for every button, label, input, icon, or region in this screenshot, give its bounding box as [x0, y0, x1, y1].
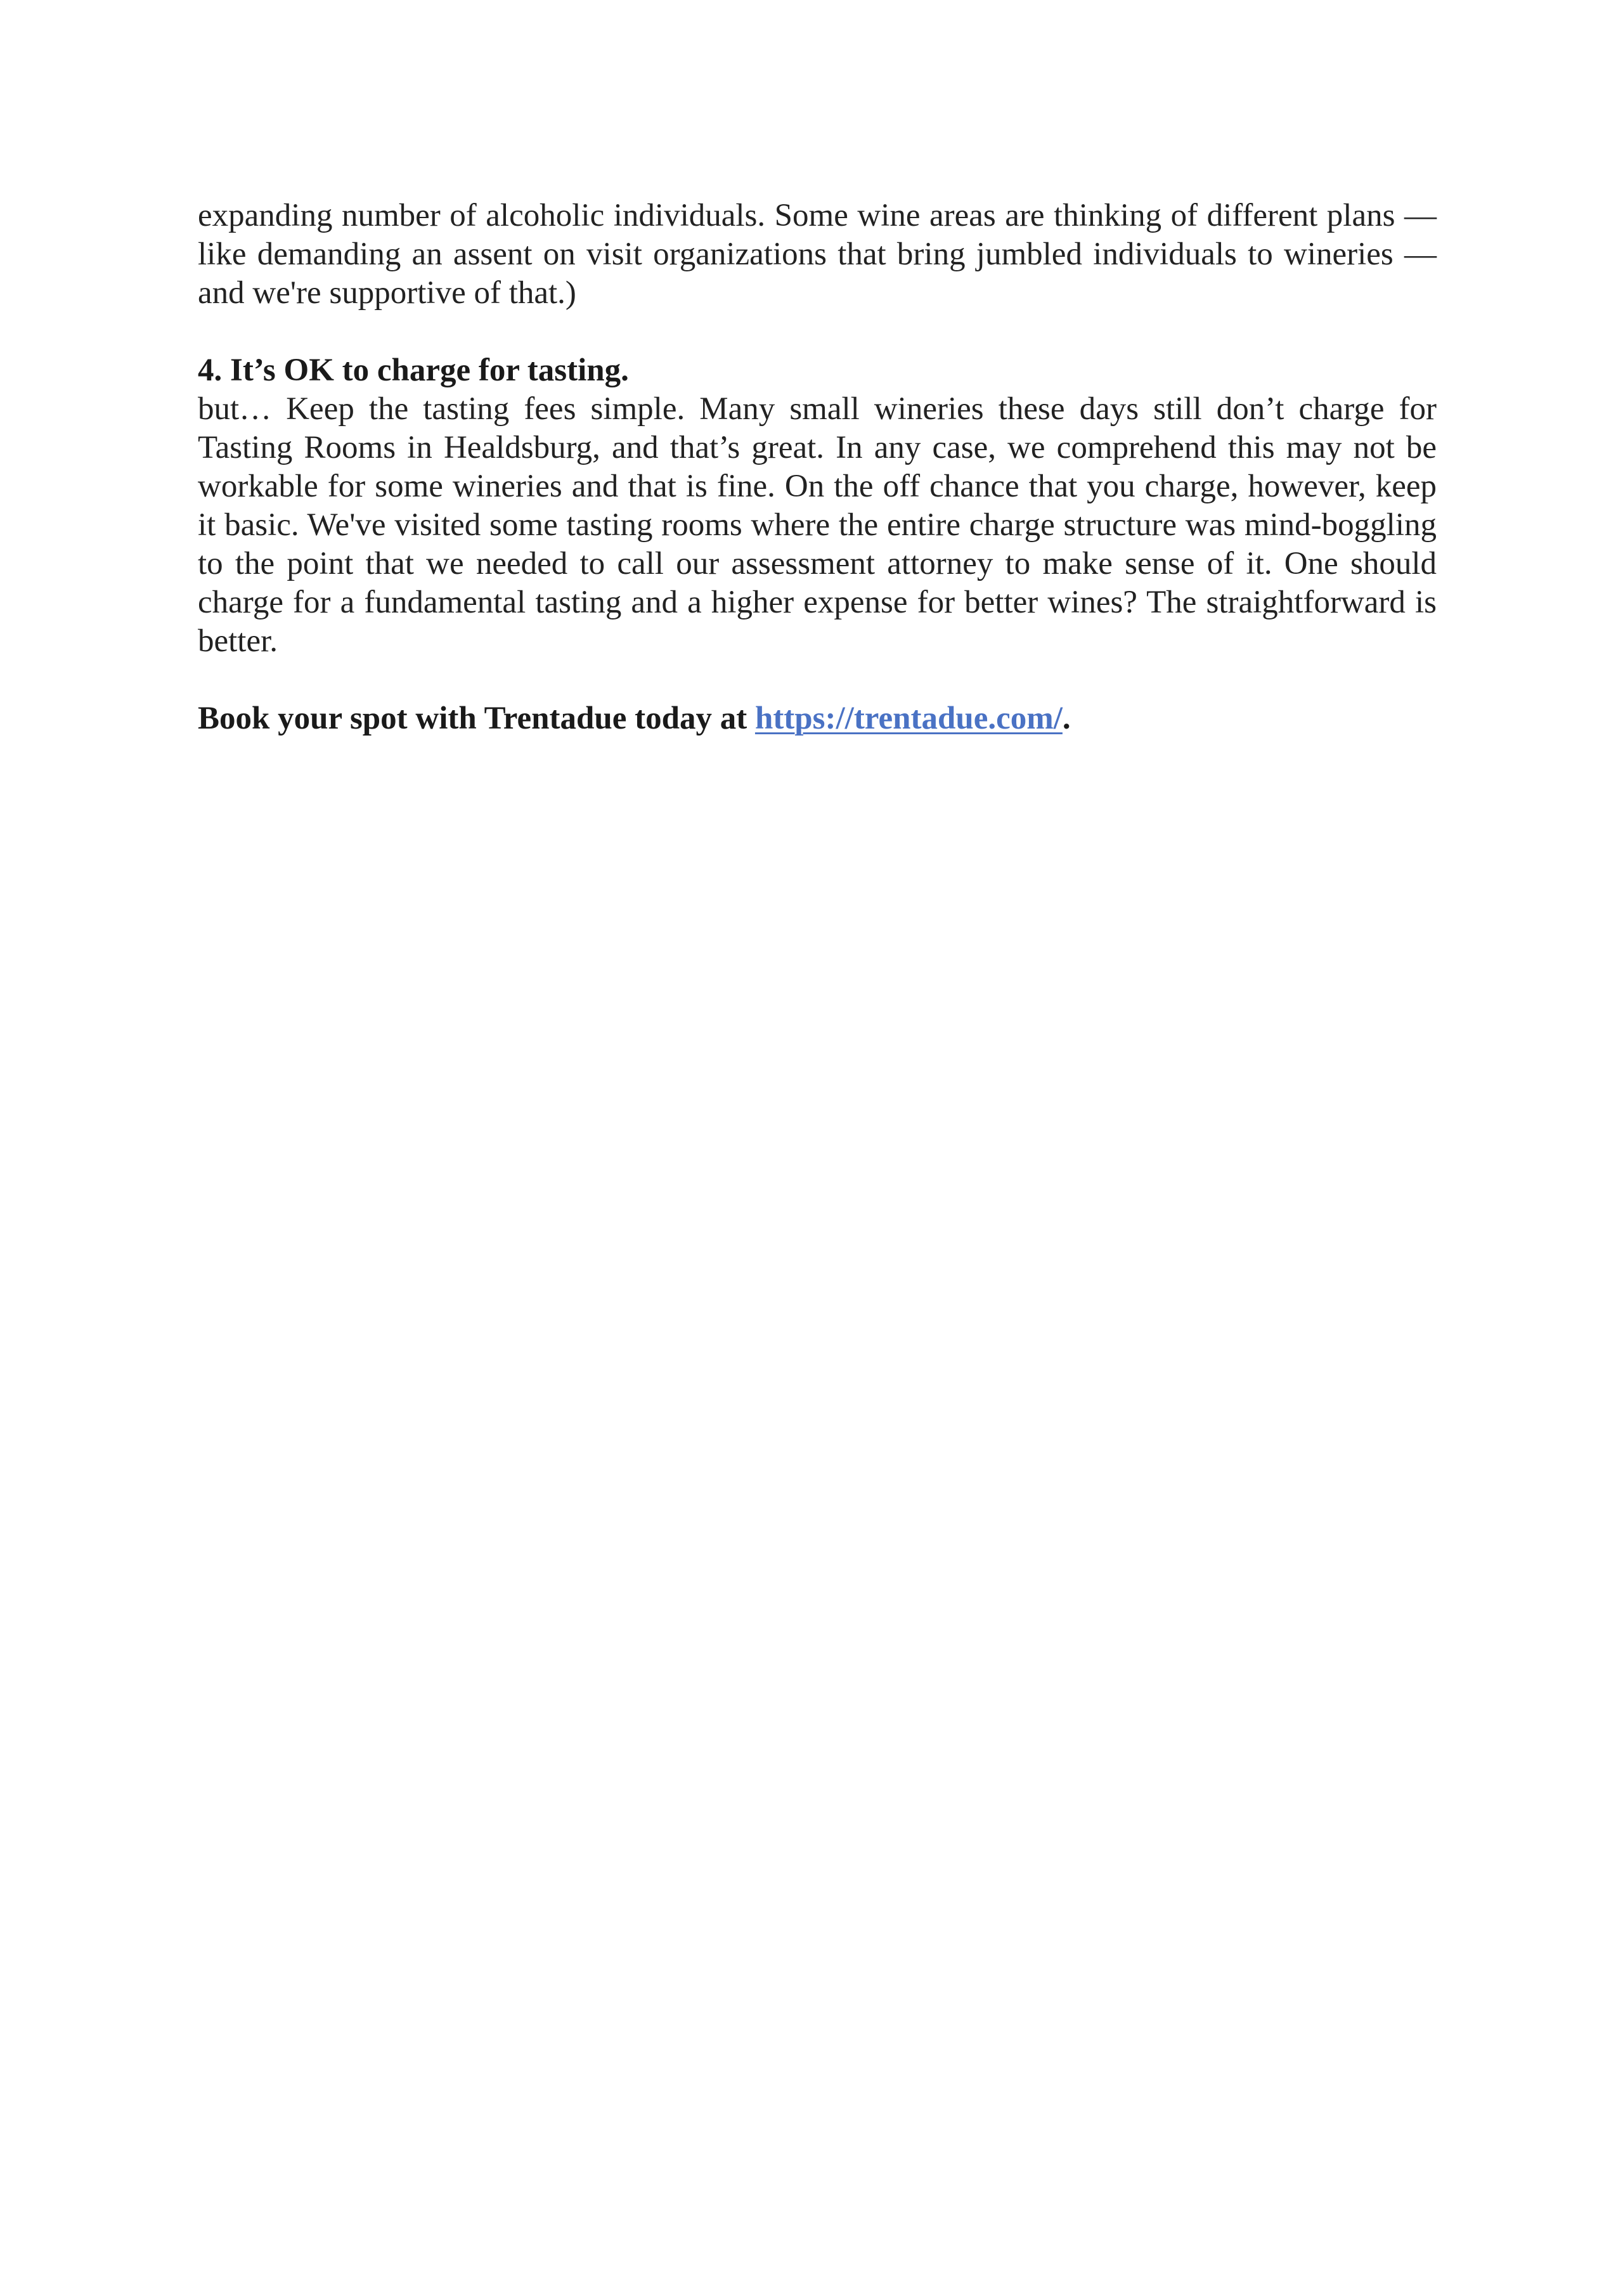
section-charge-for-tasting	[198, 351, 1437, 661]
section-body: but… Keep the tasting fees simple. Many small wineries these days still don’t charge for Tasting Rooms in Healdsburg, and that’s great. In any case, we comprehend this may not be workable for some wineries and that is fine. On the off chance that you charge, however, keep it basic. We've visited some tasting rooms where the entire charge structure was mind-boggling to the point that we needed to call our assessment attorney to make sense of it. One should charge for a fundamental tasting and a higher expense for better wines? The straightforward is better.	[198, 391, 1437, 659]
intro-paragraph: expanding number of alcoholic individuals. Some wine areas are thinking of different plans — like demanding an assent on visit organizations that bring jumbled individuals to wineries — and we're supportive of that.)	[198, 198, 1437, 311]
document-body	[198, 197, 1437, 770]
call-to-action	[198, 699, 1437, 738]
cta-prefix: Book your spot with Trentadue today at	[198, 701, 755, 736]
trentadue-link[interactable]: https://trentadue.com/	[754, 701, 1063, 736]
cta-suffix: .	[1062, 701, 1071, 736]
section-heading: 4. It’s OK to charge for tasting.	[198, 353, 629, 388]
